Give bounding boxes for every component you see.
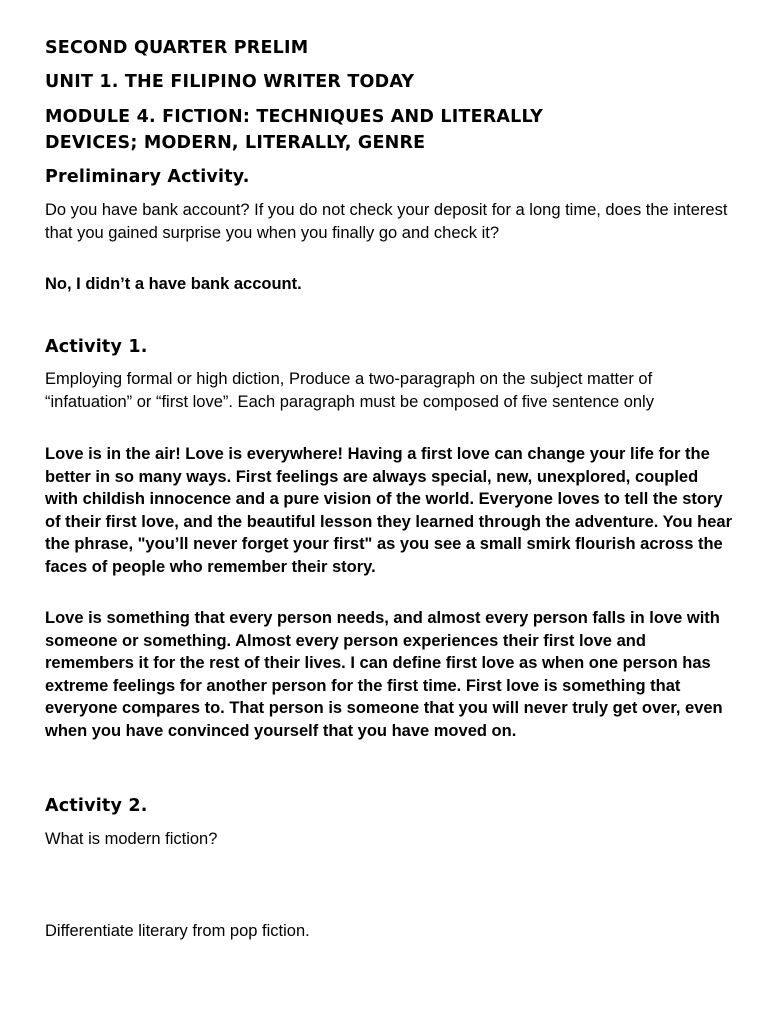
activity-1-paragraph-2: Love is something that every person needs, and almost every person falls in love with someone or something. Almost every person experiences their first love and remembers it for the rest of their lives. I can define first love as when one person has extreme feelings for another person for the first time. First love is something that everyone compares to. That person is someone that you will never truly get over, even when you have convinced yourself that you have moved on.: [45, 609, 723, 740]
module-title-line-1: MODULE 4. FICTION: TECHNIQUES AND LITERALLY: [45, 107, 544, 127]
preliminary-activity-heading: Preliminary Activity.: [45, 167, 250, 187]
activity-1-heading: Activity 1.: [45, 337, 148, 357]
activity-1-instruction: Employing formal or high diction, Produce a two-paragraph on the subject matter of “infatuation” or “first love”. Each paragraph must be composed of five sentence only: [45, 370, 654, 411]
quarter-title: SECOND QUARTER PRELIM: [45, 38, 309, 58]
activity-2-question-1: What is modern fiction?: [45, 830, 218, 848]
module-title-line-2: DEVICES; MODERN, LITERALLY, GENRE: [45, 133, 426, 153]
activity-2-question-2: Differentiate literary from pop fiction.: [45, 922, 310, 940]
preliminary-question: Do you have bank account? If you do not check your deposit for a long time, does the interest that you gained surprise you when you finally go and check it?: [45, 201, 728, 242]
activity-1-paragraph-1: Love is in the air! Love is everywhere! Having a first love can change your life for the better in so many ways. First feelings are always special, new, unexplored, coupled with childish innocence and a pure vision of the world. Everyone loves to tell the story of their first love, and the beautiful lesson they learned through the adventure. You hear the phrase, "you’ll never forget your first" as you see a small smirk flourish across the faces of people who remember their story.: [45, 445, 732, 576]
activity-2-heading: Activity 2.: [45, 796, 148, 816]
preliminary-answer: No, I didn’t a have bank account.: [45, 275, 302, 293]
unit-title: UNIT 1. THE FILIPINO WRITER TODAY: [45, 72, 415, 92]
